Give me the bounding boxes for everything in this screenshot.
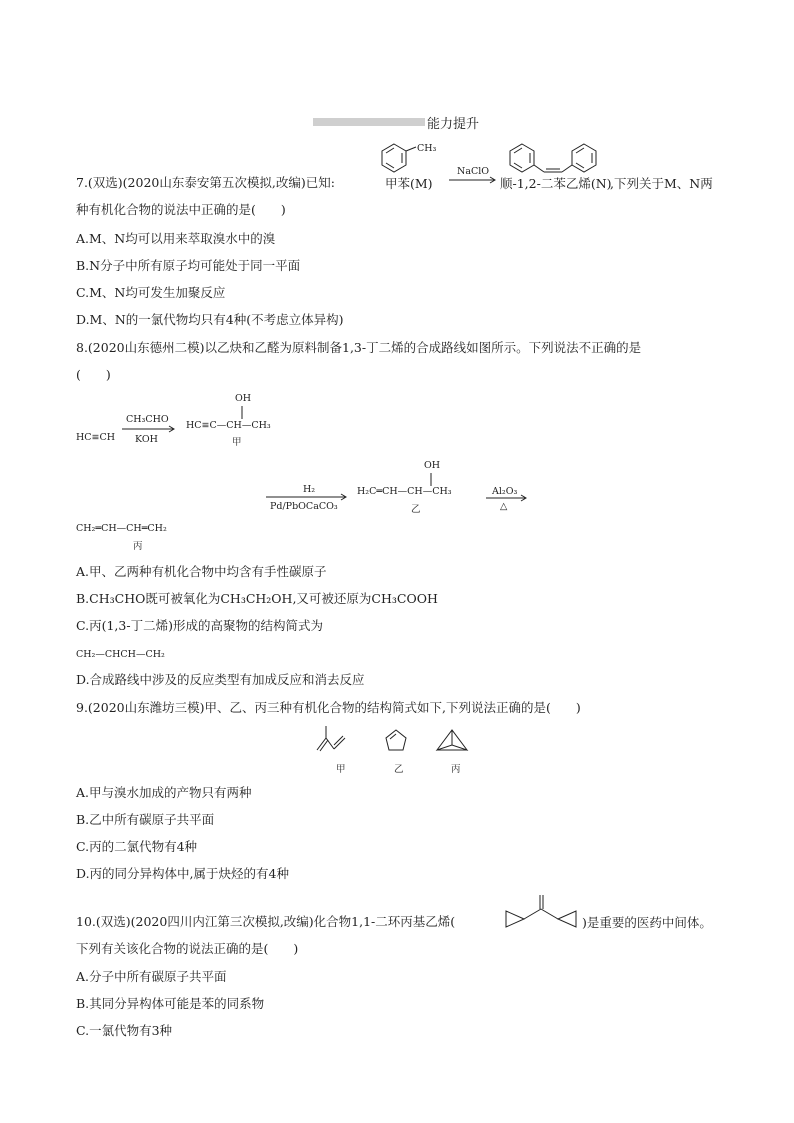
q10-option-b: B.其同分异构体可能是苯的同系物	[76, 996, 265, 1011]
q9-line1: 9.(2020山东潍坊三模)甲、乙、丙三种有机化合物的结构简式如下,下列说法正确的是( )	[76, 700, 581, 715]
bing-label: 丙	[133, 541, 143, 552]
q9-option-c: C.丙的二氯代物有4种	[76, 839, 198, 854]
yi-oh-bond	[429, 473, 433, 487]
q9-option-d: D.丙的同分异构体中,属于炔烃的有4种	[76, 866, 289, 881]
section-title: 能力提升	[427, 117, 480, 132]
reaction-arrow-2	[122, 425, 178, 433]
q7-line1-pre: 7.(双选)(2020山东泰安第五次模拟,改编)已知:	[76, 175, 335, 190]
q7-option-d: D.M、N的一氯代物均只有4种(不考虑立体异构)	[76, 312, 344, 327]
q10-option-c: C.一氯代物有3种	[76, 1023, 173, 1038]
jia-oh-bond	[240, 406, 244, 420]
reagent-ch3cho: CH₃CHO	[126, 414, 169, 425]
jia-isoprene-structure	[316, 724, 352, 760]
q7-line1-post: ,下列关于M、N两	[610, 176, 713, 191]
section-title-bar	[313, 118, 425, 126]
reagent-pd: Pd/PbOCaCO₃	[270, 501, 338, 512]
q9-option-b: B.乙中所有碳原子共平面	[76, 812, 215, 827]
q8-option-b: B.CH₃CHO既可被氧化为CH₃CH₂OH,又可被还原为CH₃COOH	[76, 591, 438, 606]
jia-label: 甲	[232, 437, 242, 448]
q10-line2: 下列有关该化合物的说法正确的是( )	[76, 941, 299, 956]
yi-label: 乙	[411, 504, 421, 515]
q9-label-bing: 丙	[451, 764, 461, 775]
reagent-koh: KOH	[135, 434, 158, 445]
q8-option-d: D.合成路线中涉及的反应类型有加成反应和消去反应	[76, 672, 365, 687]
q9-option-a: A.甲与溴水加成的产物只有两种	[76, 785, 252, 800]
acetylene-formula: HC≡CH	[76, 432, 116, 443]
q9-label-jia: 甲	[336, 764, 346, 775]
reagent-al2o3: Al₂O₃	[492, 486, 518, 497]
yi-cyclopentene-structure	[384, 728, 414, 758]
reagent-naclo: NaClO	[457, 166, 490, 177]
q8-polymer-formula: CH₂—CHCH—CH₂	[76, 649, 165, 660]
toluene-ch3: CH₃	[417, 143, 437, 154]
reagent-h2: H₂	[303, 484, 316, 495]
jia-oh: OH	[235, 393, 252, 404]
q8-line2: ( )	[76, 367, 111, 382]
q10-line1-post: )是重要的医药中间体。	[582, 915, 712, 930]
q8-option-c: C.丙(1,3-丁二烯)形成的高聚物的结构简式为	[76, 618, 323, 633]
q7-option-b: B.N分子中所有原子均可能处于同一平面	[76, 258, 301, 273]
stilbene-label: 顺-1,2-二苯乙烯(N)	[500, 176, 612, 191]
q10-option-a: A.分子中所有碳原子共平面	[76, 969, 227, 984]
reaction-arrow-1	[449, 176, 501, 184]
reaction-arrow-3	[266, 493, 350, 501]
q7-line2: 种有机化合物的说法中正确的是( )	[76, 202, 286, 217]
q9-label-yi: 乙	[394, 764, 404, 775]
toluene-label: 甲苯(M)	[385, 176, 433, 191]
q7-option-a: A.M、N均可以用来萃取溴水中的溴	[76, 231, 276, 246]
q10-line1-pre: 10.(双选)(2020四川内江第三次模拟,改编)化合物1,1-二环丙基乙烯(	[76, 914, 456, 929]
yi-formula: H₂C═CH—CH—CH₃	[357, 486, 452, 497]
reagent-heat: △	[500, 501, 508, 512]
bing-bicyclobutane-structure	[436, 726, 472, 758]
dicyclopropylethene-structure	[504, 893, 580, 933]
yi-oh: OH	[424, 460, 441, 471]
q8-option-a: A.甲、乙两种有机化合物中均含有手性碳原子	[76, 564, 327, 579]
q7-option-c: C.M、N均可发生加聚反应	[76, 285, 226, 300]
reaction-arrow-4	[486, 494, 530, 502]
bing-formula: CH₂═CH—CH═CH₂	[76, 523, 167, 534]
jia-formula: HC≡C—CH—CH₃	[186, 420, 271, 431]
q8-line1: 8.(2020山东德州二模)以乙炔和乙醛为原料制备1,3-丁二烯的合成路线如图所示。下列说法不正确的是	[76, 340, 642, 355]
